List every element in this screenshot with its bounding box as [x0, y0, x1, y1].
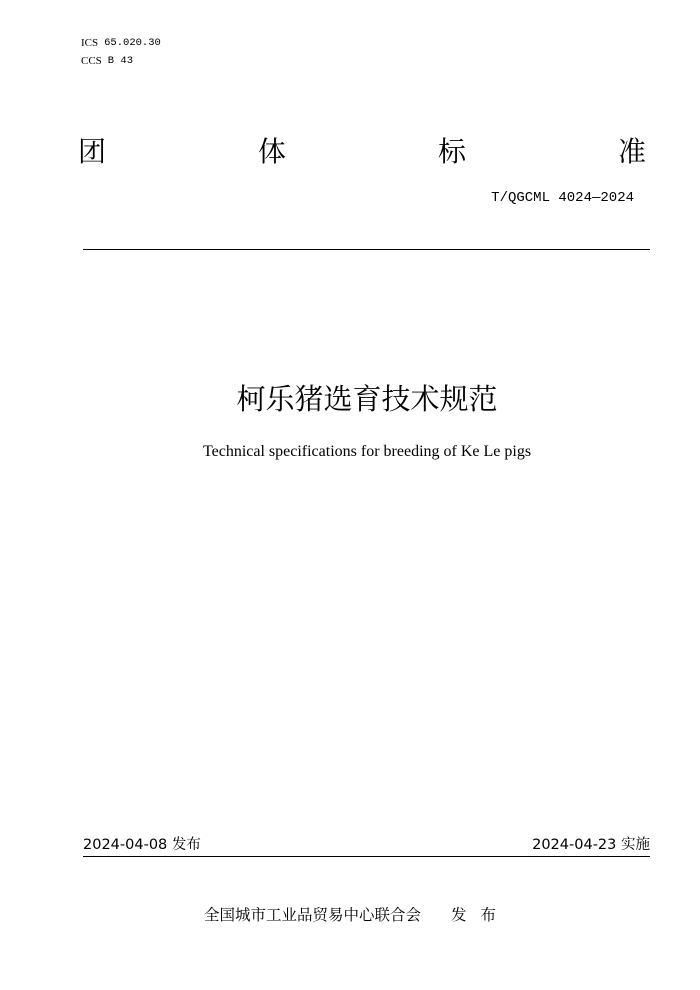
- ccs-row: [81, 52, 161, 70]
- document-title-chinese: 柯乐猪选育技术规范: [236, 382, 498, 416]
- bottom-divider: [83, 856, 650, 857]
- implement-date: 2024-04-23 实施: [532, 837, 650, 853]
- standard-number: T/QGCML 4024—2024: [491, 190, 634, 206]
- ics-label: ICS: [81, 37, 99, 49]
- ics-row: [81, 34, 161, 52]
- top-divider: [83, 249, 650, 250]
- date-row: [83, 835, 650, 855]
- heading-char: 准: [617, 135, 646, 168]
- heading-char: 体: [257, 135, 286, 168]
- ics-code: 65.020.30: [104, 37, 161, 49]
- heading-char: 标: [437, 135, 466, 168]
- classification-codes: [81, 34, 161, 70]
- publish-date: 2024-04-08 发布: [83, 837, 201, 853]
- standard-type-heading: [78, 134, 646, 170]
- document-title-english: Technical specifications for breeding of Ke Le pigs: [202, 443, 532, 460]
- issuer-action: 发布: [451, 906, 511, 924]
- issuer-name: 全国城市工业品贸易中心联合会: [203, 906, 421, 924]
- heading-char: 团: [78, 135, 107, 168]
- issuer-line: [0, 904, 700, 926]
- ccs-code: B 43: [107, 55, 134, 67]
- ccs-label: CCS: [81, 55, 102, 67]
